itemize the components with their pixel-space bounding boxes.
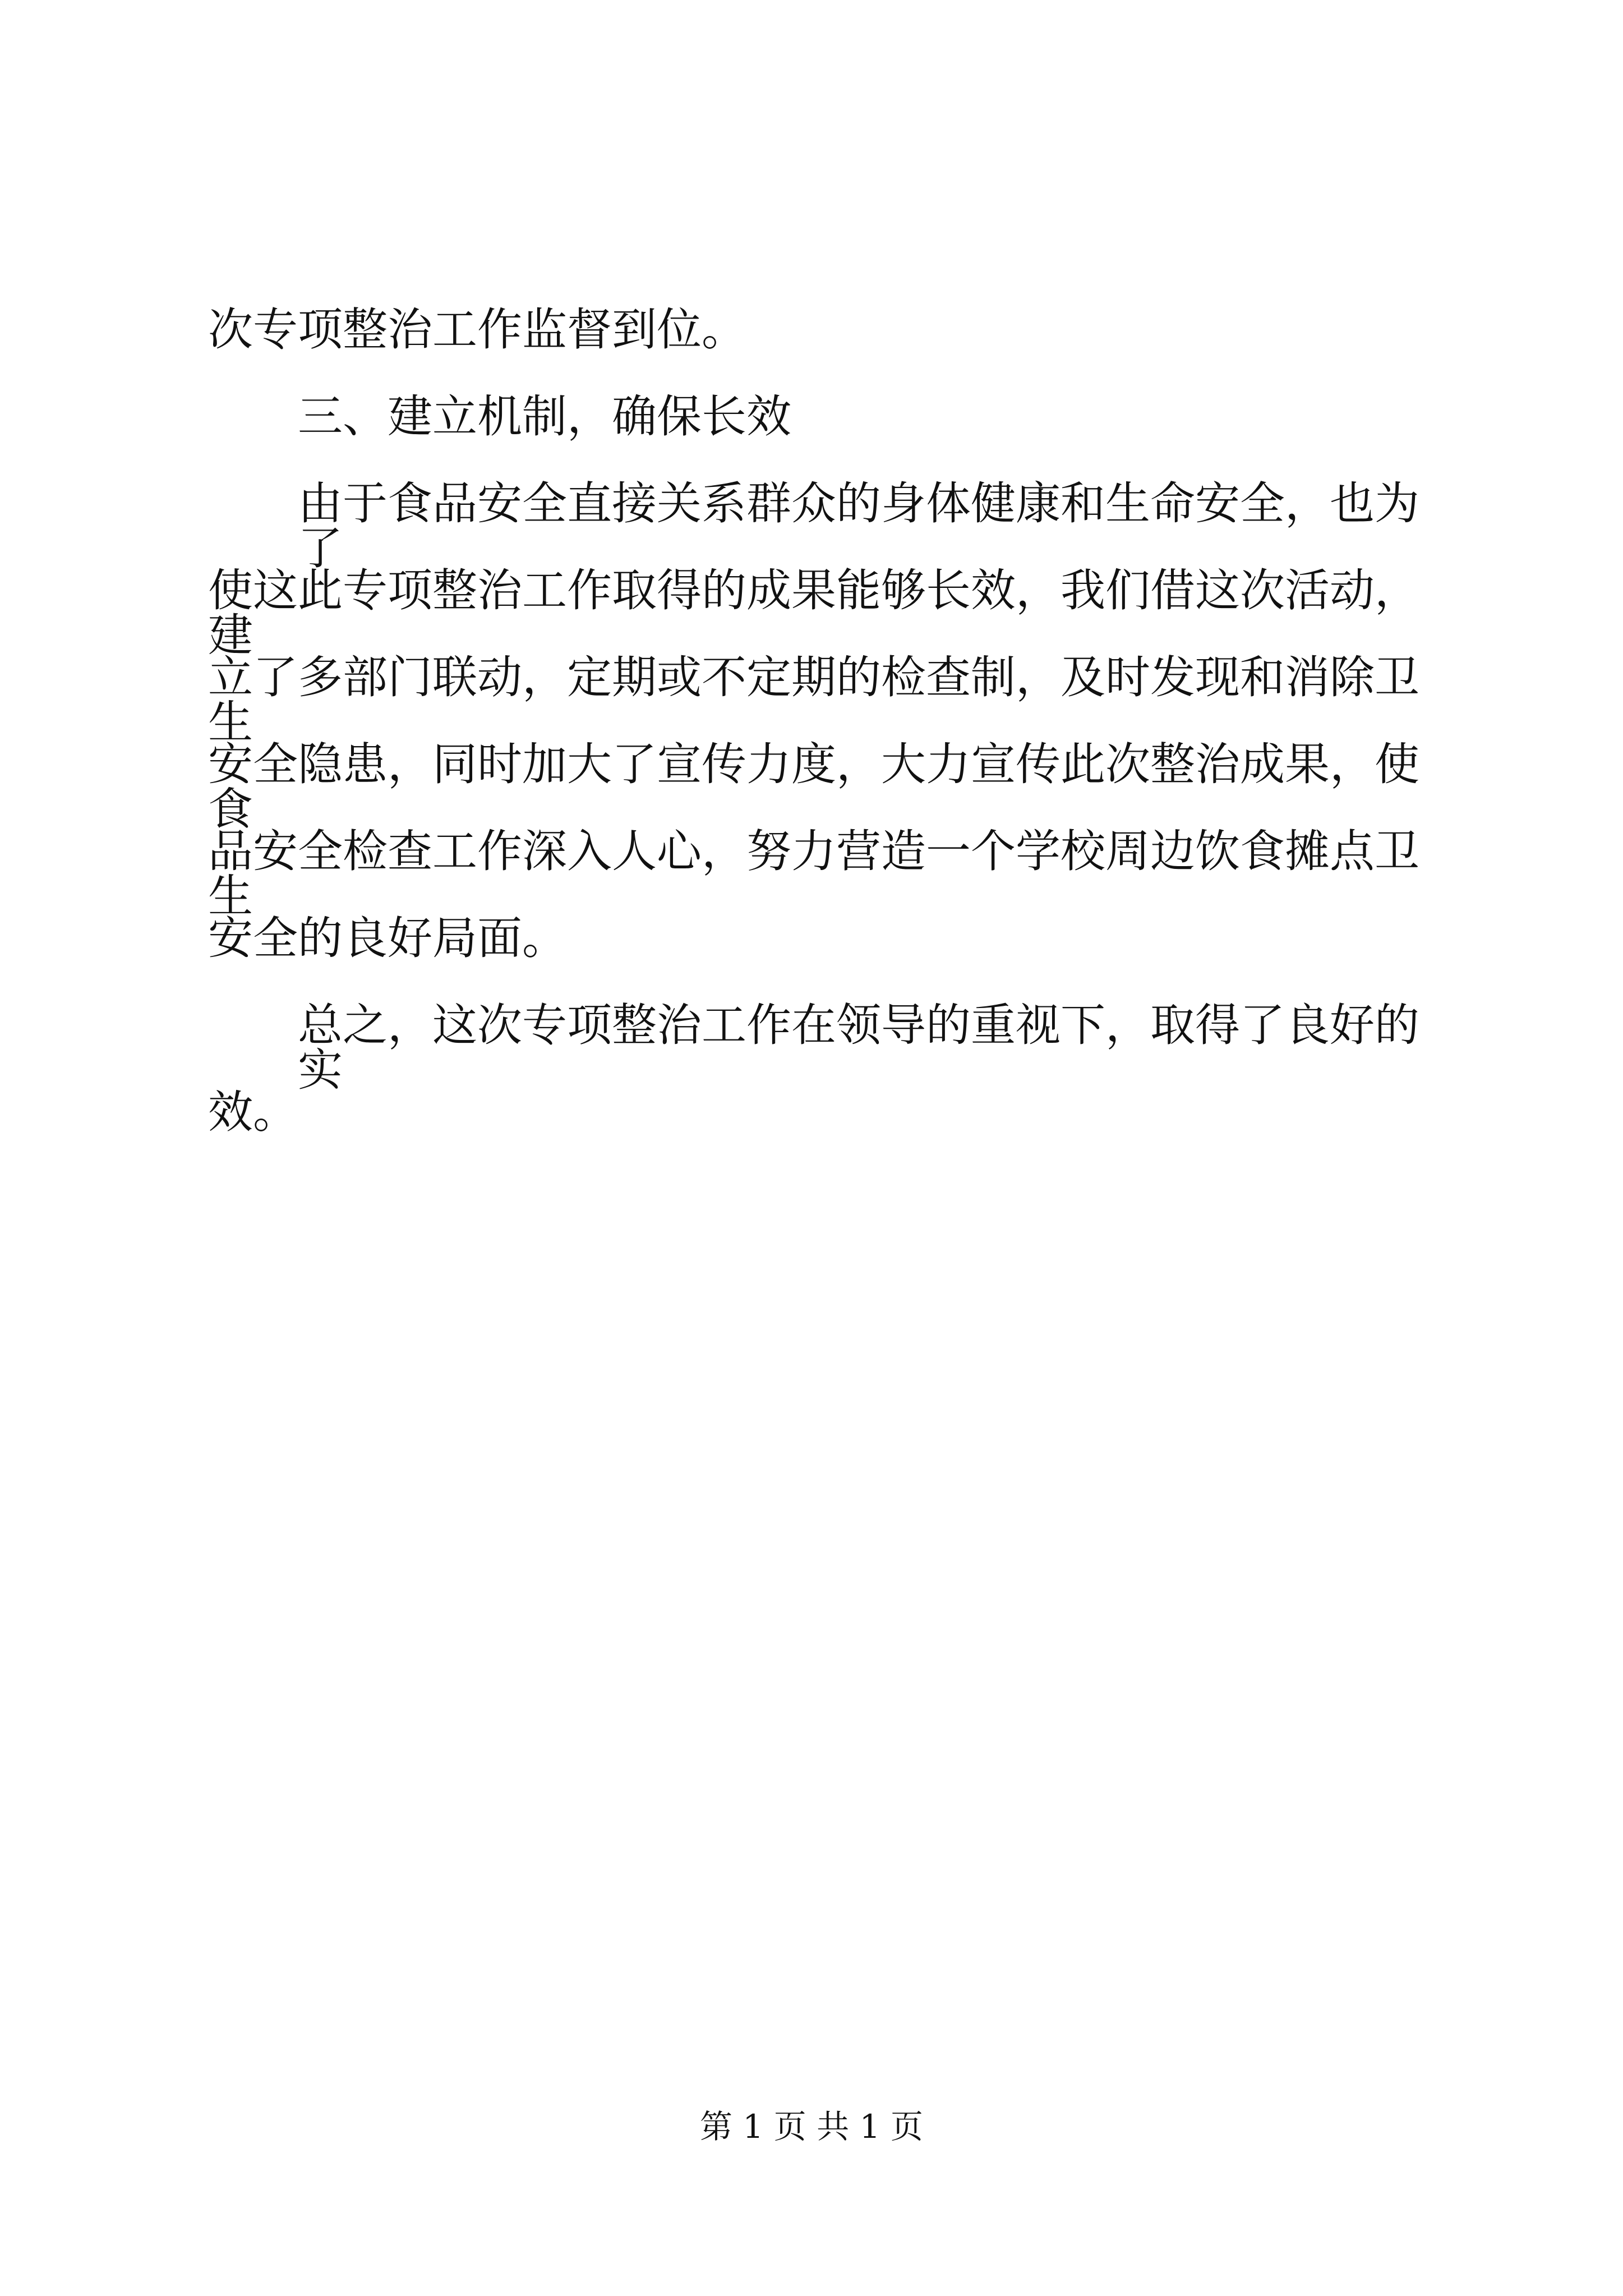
body-line-1: 次专项整治工作监督到位。 bbox=[208, 303, 746, 356]
section-heading: 三、建立机制，确保长效 bbox=[298, 390, 791, 443]
body-line-9: 总之，这次专项整治工作在领导的重视下，取得了良好的实 bbox=[298, 999, 1419, 1096]
body-line-4: 使这此专项整治工作取得的成果能够长效，我们借这次活动，建 bbox=[208, 564, 1419, 661]
body-line-5: 立了多部门联动，定期或不定期的检查制，及时发现和消除卫生 bbox=[208, 651, 1419, 748]
body-line-7: 品安全检查工作深入人心，努力营造一个学校周边饮食摊点卫生 bbox=[208, 825, 1419, 922]
page-footer: 第 1 页 共 1 页 bbox=[700, 2108, 923, 2146]
body-line-8: 安全的良好局面。 bbox=[208, 912, 567, 964]
body-line-10: 效。 bbox=[208, 1086, 298, 1138]
body-line-3: 由于食品安全直接关系群众的身体健康和生命安全，也为了 bbox=[298, 477, 1419, 574]
body-line-6: 安全隐患，同时加大了宣传力度，大力宣传此次整治成果，使食 bbox=[208, 738, 1419, 835]
